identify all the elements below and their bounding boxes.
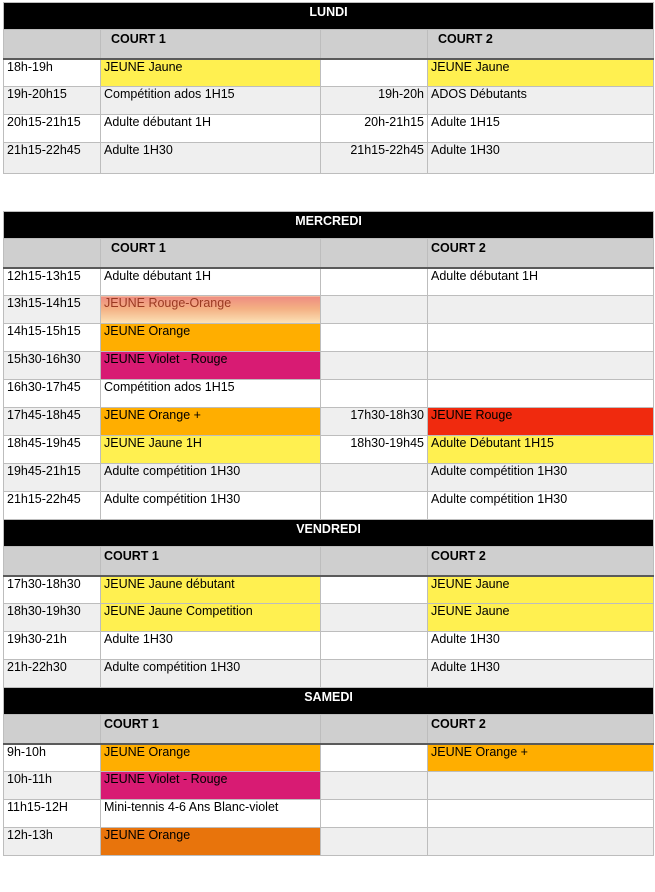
court-2-time: 21h15-22h45 [321,143,428,174]
court-2-time [321,464,428,492]
court-1-session: JEUNE Orange [101,744,321,772]
court-1-session: Adulte compétition 1H30 [101,464,321,492]
header-row [4,239,654,268]
court-2-session: JEUNE Orange + [428,744,654,772]
court-2-session [428,324,654,352]
table-row [4,604,654,632]
day-title-vendredi: VENDREDI [4,520,654,547]
time-slot: 18h45-19h45 [4,436,101,464]
court-2-session: JEUNE Jaune [428,604,654,632]
table-row [4,380,654,408]
header-row [4,547,654,576]
court-1-session: JEUNE Rouge-Orange [101,296,321,324]
court-1-session: JEUNE Orange + [101,408,321,436]
court-1-session: JEUNE Orange [101,828,321,856]
time-slot: 19h45-21h15 [4,464,101,492]
court-1-session: JEUNE Jaune [101,59,321,87]
court-2-session: JEUNE Jaune [428,59,654,87]
header-row [4,715,654,744]
time-slot: 18h30-19h30 [4,604,101,632]
court-2-time [321,660,428,688]
court-2-session [428,800,654,828]
court-2-time [321,492,428,520]
table-row [4,87,654,115]
court-2-session [428,352,654,380]
court-2-time [321,744,428,772]
day-title-lundi: LUNDI [4,3,654,30]
court-2-session [428,772,654,800]
court-2-header: COURT 2 [428,715,654,744]
time-slot: 19h30-21h [4,632,101,660]
court-1-session: JEUNE Orange [101,324,321,352]
header-blank [4,239,101,268]
court-2-session: Adulte 1H15 [428,115,654,143]
table-row [4,268,654,296]
court-1-header: COURT 1 [101,547,321,576]
header-blank [4,715,101,744]
court-1-session: JEUNE Violet - Rouge [101,352,321,380]
court-1-session: JEUNE Jaune 1H [101,436,321,464]
time-slot: 21h-22h30 [4,660,101,688]
court-2-session: Adulte compétition 1H30 [428,464,654,492]
court-2-time [321,352,428,380]
time-slot: 15h30-16h30 [4,352,101,380]
court-2-time: 18h30-19h45 [321,436,428,464]
table-row [4,800,654,828]
day-title-samedi: SAMEDI [4,688,654,715]
court-1-session: Adulte débutant 1H [101,268,321,296]
day-title-mercredi: MERCREDI [4,212,654,239]
court-2-time: 20h-21h15 [321,115,428,143]
table-row [4,143,654,174]
court-2-time: 17h30-18h30 [321,408,428,436]
court-1-session: Compétition ados 1H15 [101,87,321,115]
time-slot: 18h-19h [4,59,101,87]
header-blank [321,239,428,268]
court-1-session: Adulte compétition 1H30 [101,660,321,688]
table-row [4,408,654,436]
court-2-time [321,772,428,800]
header-blank [321,715,428,744]
court-2-session: JEUNE Jaune [428,576,654,604]
table-row [4,744,654,772]
court-1-session: Adulte 1H30 [101,143,321,174]
court-2-time [321,576,428,604]
time-slot: 12h-13h [4,828,101,856]
time-slot: 9h-10h [4,744,101,772]
time-slot: 12h15-13h15 [4,268,101,296]
court-1-header: COURT 1 [101,30,321,59]
court-2-time: 19h-20h [321,87,428,115]
court-2-session: Adulte compétition 1H30 [428,492,654,520]
table-row [4,324,654,352]
time-slot: 16h30-17h45 [4,380,101,408]
table-row [4,632,654,660]
court-2-header: COURT 2 [428,239,654,268]
court-2-session: Adulte débutant 1H [428,268,654,296]
time-slot: 11h15-12H [4,800,101,828]
time-slot: 20h15-21h15 [4,115,101,143]
court-1-session: JEUNE Violet - Rouge [101,772,321,800]
court-2-session: JEUNE Rouge [428,408,654,436]
time-slot: 21h15-22h45 [4,492,101,520]
table-row [4,115,654,143]
court-1-session: JEUNE Jaune Competition [101,604,321,632]
court-1-session: Compétition ados 1H15 [101,380,321,408]
header-blank [4,30,101,59]
court-1-header: COURT 1 [101,715,321,744]
court-1-session: Adulte débutant 1H [101,115,321,143]
table-row [4,464,654,492]
table-row [4,296,654,324]
table-row [4,772,654,800]
table-row [4,59,654,87]
court-2-time [321,59,428,87]
court-2-time [321,828,428,856]
court-2-time [321,296,428,324]
court-2-header: COURT 2 [428,547,654,576]
table-row [4,436,654,464]
time-slot: 14h15-15h15 [4,324,101,352]
court-2-time [321,268,428,296]
table-row [4,576,654,604]
court-1-session: Mini-tennis 4-6 Ans Blanc-violet [101,800,321,828]
header-blank [321,547,428,576]
court-2-time [321,632,428,660]
table-row [4,352,654,380]
time-slot: 10h-11h [4,772,101,800]
lundi-table [3,2,654,174]
court-2-time [321,604,428,632]
court-2-time [321,324,428,352]
time-slot: 13h15-14h15 [4,296,101,324]
header-row [4,30,654,59]
court-2-header: COURT 2 [428,30,654,59]
court-2-time [321,800,428,828]
court-1-header: COURT 1 [101,239,321,268]
court-2-session: Adulte 1H30 [428,632,654,660]
header-blank [4,547,101,576]
header-blank [321,30,428,59]
court-2-session: ADOS Débutants [428,87,654,115]
court-2-session [428,828,654,856]
court-2-session: Adulte 1H30 [428,660,654,688]
court-2-session [428,296,654,324]
time-slot: 19h-20h15 [4,87,101,115]
court-1-session: Adulte compétition 1H30 [101,492,321,520]
court-2-time [321,380,428,408]
court-2-session: Adulte 1H30 [428,143,654,174]
court-1-session: JEUNE Jaune débutant [101,576,321,604]
court-2-session: Adulte Débutant 1H15 [428,436,654,464]
court-1-session: Adulte 1H30 [101,632,321,660]
time-slot: 17h45-18h45 [4,408,101,436]
mercredi-table [3,211,654,856]
table-row [4,828,654,856]
time-slot: 17h30-18h30 [4,576,101,604]
time-slot: 21h15-22h45 [4,143,101,174]
table-row [4,492,654,520]
table-row [4,660,654,688]
court-2-session [428,380,654,408]
